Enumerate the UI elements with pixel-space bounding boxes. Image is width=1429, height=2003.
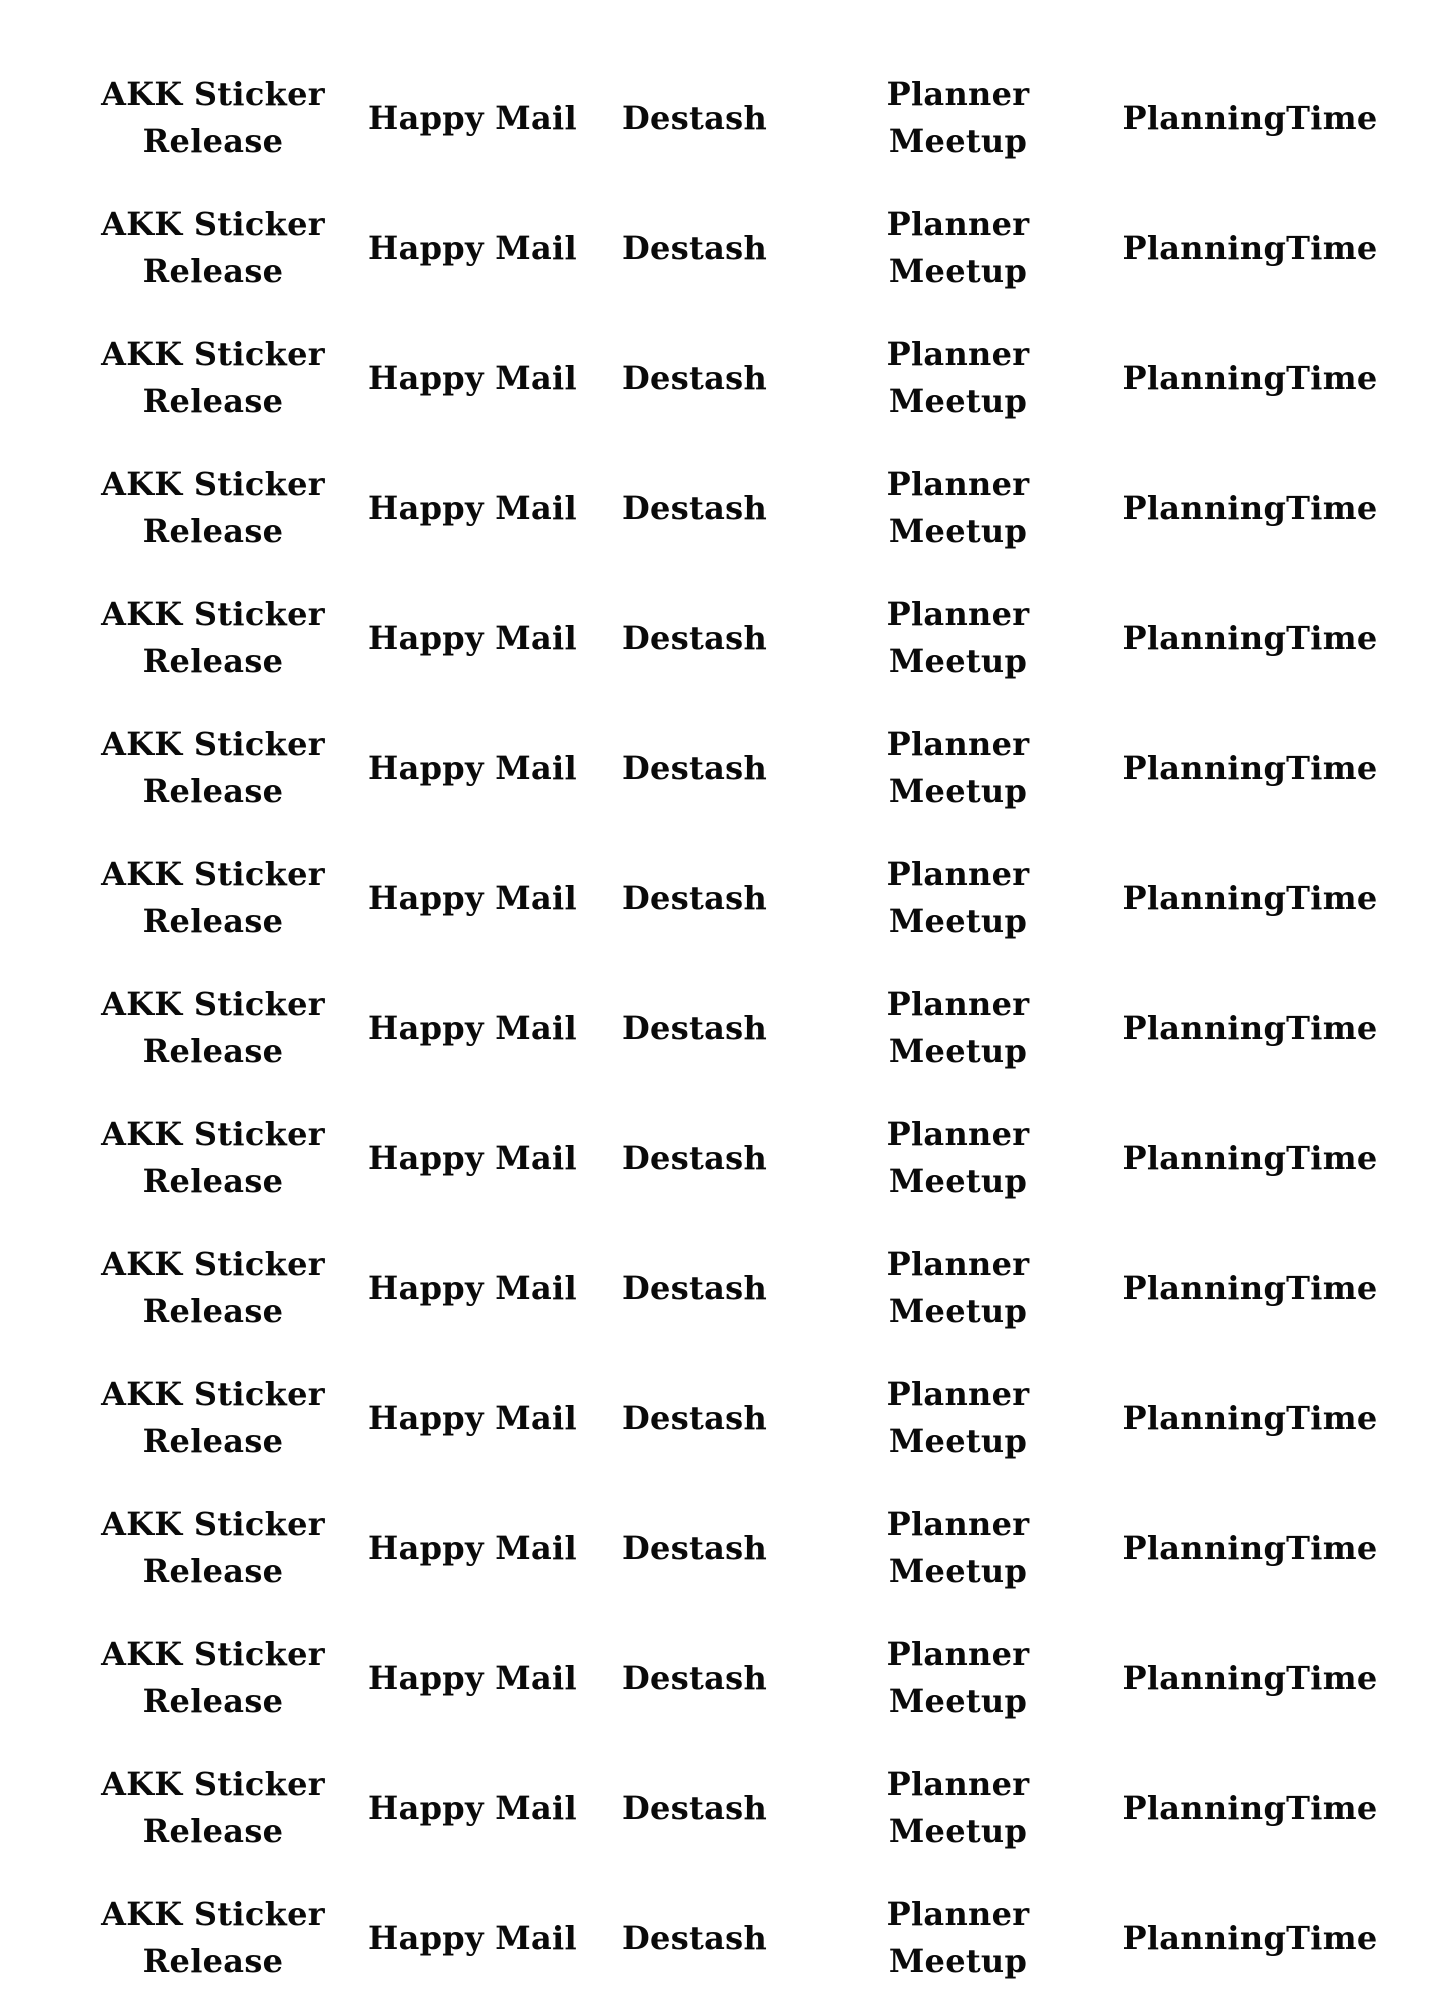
- sticker-destash: Destash: [621, 878, 768, 917]
- sticker-planning-time: PlanningTime: [1122, 1658, 1378, 1697]
- sticker-row: [0, 833, 1429, 963]
- sticker-planning-time: PlanningTime: [1122, 618, 1378, 657]
- sticker-akk-sticker-release: AKK Sticker Release: [101, 725, 325, 810]
- sticker-planning-time: PlanningTime: [1122, 1918, 1378, 1957]
- sticker-planning-time: PlanningTime: [1122, 358, 1378, 397]
- sticker-row: [0, 1743, 1429, 1873]
- sticker-planner-meetup: Planner Meetup: [886, 75, 1030, 160]
- sticker-row: [0, 443, 1429, 573]
- sticker-destash: Destash: [621, 748, 768, 787]
- sticker-planner-meetup: Planner Meetup: [886, 1895, 1030, 1980]
- sticker-destash: Destash: [621, 1008, 768, 1047]
- sticker-row: [0, 1613, 1429, 1743]
- sticker-planning-time: PlanningTime: [1122, 878, 1378, 917]
- sticker-planning-time: PlanningTime: [1122, 98, 1378, 137]
- sticker-happy-mail: Happy Mail: [368, 1918, 577, 1957]
- sticker-planning-time: PlanningTime: [1122, 1788, 1378, 1827]
- sticker-happy-mail: Happy Mail: [368, 1008, 577, 1047]
- sticker-akk-sticker-release: AKK Sticker Release: [101, 75, 325, 160]
- sticker-sheet: [0, 53, 1429, 2003]
- sticker-row: [0, 183, 1429, 313]
- sticker-akk-sticker-release: AKK Sticker Release: [101, 1895, 325, 1980]
- sticker-planner-meetup: Planner Meetup: [886, 1635, 1030, 1720]
- sticker-happy-mail: Happy Mail: [368, 748, 577, 787]
- sticker-happy-mail: Happy Mail: [368, 1658, 577, 1697]
- sticker-planner-meetup: Planner Meetup: [886, 595, 1030, 680]
- sticker-planner-meetup: Planner Meetup: [886, 1115, 1030, 1200]
- sticker-destash: Destash: [621, 98, 768, 137]
- sticker-planner-meetup: Planner Meetup: [886, 725, 1030, 810]
- sticker-planning-time: PlanningTime: [1122, 1008, 1378, 1047]
- sticker-destash: Destash: [621, 1528, 768, 1567]
- sticker-happy-mail: Happy Mail: [368, 228, 577, 267]
- sticker-row: [0, 573, 1429, 703]
- sticker-happy-mail: Happy Mail: [368, 1528, 577, 1567]
- sticker-destash: Destash: [621, 1658, 768, 1697]
- sticker-destash: Destash: [621, 1138, 768, 1177]
- sticker-row: [0, 1873, 1429, 2003]
- sticker-planner-meetup: Planner Meetup: [886, 1765, 1030, 1850]
- sticker-akk-sticker-release: AKK Sticker Release: [101, 1765, 325, 1850]
- sticker-destash: Destash: [621, 1268, 768, 1307]
- sticker-destash: Destash: [621, 228, 768, 267]
- sticker-planner-meetup: Planner Meetup: [886, 205, 1030, 290]
- sticker-row: [0, 313, 1429, 443]
- sticker-akk-sticker-release: AKK Sticker Release: [101, 1505, 325, 1590]
- sticker-destash: Destash: [621, 1788, 768, 1827]
- sticker-row: [0, 53, 1429, 183]
- sticker-akk-sticker-release: AKK Sticker Release: [101, 985, 325, 1070]
- sticker-planning-time: PlanningTime: [1122, 488, 1378, 527]
- sticker-akk-sticker-release: AKK Sticker Release: [101, 1375, 325, 1460]
- sticker-akk-sticker-release: AKK Sticker Release: [101, 1245, 325, 1330]
- sticker-akk-sticker-release: AKK Sticker Release: [101, 855, 325, 940]
- sticker-planner-meetup: Planner Meetup: [886, 1375, 1030, 1460]
- sticker-happy-mail: Happy Mail: [368, 98, 577, 137]
- sticker-happy-mail: Happy Mail: [368, 1788, 577, 1827]
- sticker-happy-mail: Happy Mail: [368, 618, 577, 657]
- sticker-akk-sticker-release: AKK Sticker Release: [101, 335, 325, 420]
- sticker-happy-mail: Happy Mail: [368, 878, 577, 917]
- sticker-row: [0, 1353, 1429, 1483]
- sticker-planning-time: PlanningTime: [1122, 228, 1378, 267]
- sticker-planning-time: PlanningTime: [1122, 1138, 1378, 1177]
- sticker-planning-time: PlanningTime: [1122, 748, 1378, 787]
- sticker-destash: Destash: [621, 358, 768, 397]
- sticker-planner-meetup: Planner Meetup: [886, 1245, 1030, 1330]
- sticker-happy-mail: Happy Mail: [368, 1268, 577, 1307]
- sticker-akk-sticker-release: AKK Sticker Release: [101, 205, 325, 290]
- sticker-row: [0, 703, 1429, 833]
- sticker-akk-sticker-release: AKK Sticker Release: [101, 465, 325, 550]
- sticker-planner-meetup: Planner Meetup: [886, 985, 1030, 1070]
- sticker-destash: Destash: [621, 618, 768, 657]
- sticker-planning-time: PlanningTime: [1122, 1528, 1378, 1567]
- sticker-happy-mail: Happy Mail: [368, 488, 577, 527]
- sticker-akk-sticker-release: AKK Sticker Release: [101, 1635, 325, 1720]
- sticker-destash: Destash: [621, 1918, 768, 1957]
- sticker-happy-mail: Happy Mail: [368, 358, 577, 397]
- sticker-planner-meetup: Planner Meetup: [886, 465, 1030, 550]
- sticker-planner-meetup: Planner Meetup: [886, 855, 1030, 940]
- sticker-row: [0, 1483, 1429, 1613]
- sticker-planner-meetup: Planner Meetup: [886, 1505, 1030, 1590]
- sticker-planning-time: PlanningTime: [1122, 1398, 1378, 1437]
- sticker-planning-time: PlanningTime: [1122, 1268, 1378, 1307]
- sticker-destash: Destash: [621, 488, 768, 527]
- sticker-row: [0, 963, 1429, 1093]
- sticker-row: [0, 1223, 1429, 1353]
- sticker-planner-meetup: Planner Meetup: [886, 335, 1030, 420]
- sticker-happy-mail: Happy Mail: [368, 1138, 577, 1177]
- sticker-happy-mail: Happy Mail: [368, 1398, 577, 1437]
- sticker-akk-sticker-release: AKK Sticker Release: [101, 1115, 325, 1200]
- sticker-row: [0, 1093, 1429, 1223]
- sticker-akk-sticker-release: AKK Sticker Release: [101, 595, 325, 680]
- sticker-destash: Destash: [621, 1398, 768, 1437]
